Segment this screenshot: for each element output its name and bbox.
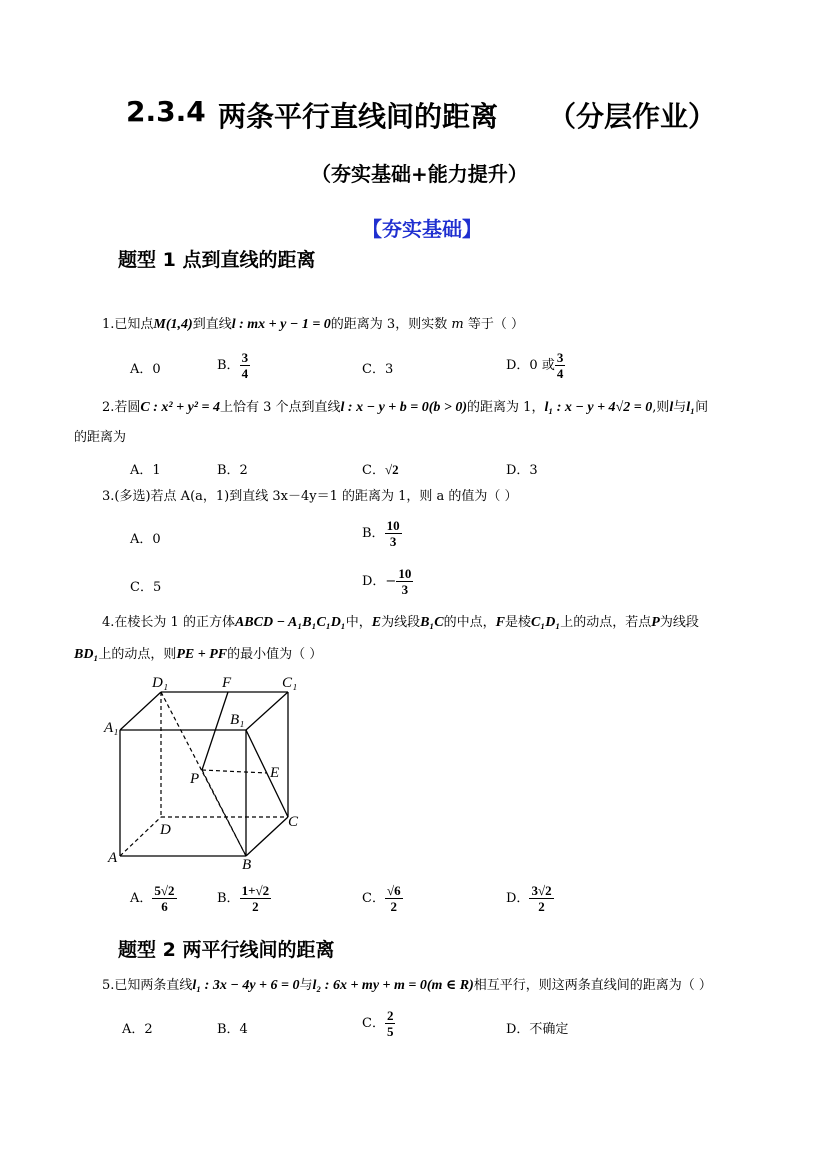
label-d: D (160, 822, 171, 838)
label-f: F (222, 675, 232, 691)
cube-diagram (98, 672, 308, 872)
q3-option-b: B． $\frac{10}{3}$ (362, 518, 400, 549)
q3-option-a: A．0 (130, 532, 161, 547)
label-a: A (108, 850, 118, 866)
label-d1: D₁ (152, 675, 169, 691)
label-b: B (242, 857, 252, 872)
q2-option-b: B．2 (217, 463, 248, 478)
question-1: 1.已知点M(1,4)到直线l : mx + y − 1 = 0的距离为 3，则实数 m 等于（ ） (102, 317, 524, 332)
q3-option-d: D．− $\frac{10}{3}$ (362, 566, 412, 597)
question-3: 3.(多选)若点 A(a，1)到直线 3x－4y＝1 的距离为 1，则 a 的值为（ ） (102, 489, 518, 504)
topic-heading-1: 题型 1 点到直线的距离 (118, 249, 316, 271)
q5-option-c: C． $\frac{2}{5}$ (362, 1008, 394, 1039)
q2-option-c: C．√2 (362, 462, 399, 478)
label-p: P (190, 771, 200, 787)
label-b1: B₁ (230, 712, 245, 728)
q5-option-b: B．4 (217, 1022, 248, 1037)
q1-option-d: D．0 或 $\frac{3}{4}$ (506, 350, 564, 381)
section-heading: 【夯实基础】 (362, 217, 482, 241)
label-a1: A₁ (104, 720, 119, 736)
q1-option-a: A．0 (130, 362, 161, 377)
page-title-number: 2.3.4 (126, 95, 206, 128)
page-title: 两条平行直线间的距离 (218, 100, 499, 133)
question-4-line-2: BD₁上的动点，则PE + PF的最小值为（ ） (74, 647, 323, 662)
q2-option-a: A．1 (130, 463, 161, 478)
label-c: C (288, 814, 299, 830)
q4-option-a: A． $\frac{5√2}{6}$ (130, 883, 175, 914)
question-5: 5.已知两条直线l₁ : 3x − 4y + 6 = 0与l₂ : 6x + my + m = 0(m ∈ R)相互平行，则这两条直线间的距离为（ ） (102, 978, 712, 993)
q4-option-b: B． $\frac{1+√2}{2}$ (217, 883, 270, 914)
question-2-line-2: 的距离为 (74, 430, 127, 445)
q4-option-c: C． $\frac{√6}{2}$ (362, 883, 401, 914)
label-c1: C₁ (282, 675, 298, 691)
q3-option-c: C．5 (130, 580, 162, 595)
q5-option-d: D．不确定 (506, 1022, 569, 1037)
q5-option-a: A．2 (122, 1022, 153, 1037)
question-4: 4.在棱长为 1 的正方体ABCD − A₁B₁C₁D₁中，E为线段B₁C的中点，F是棱C₁D₁上的动点，若点P为线段 (102, 615, 699, 630)
q2-option-d: D．3 (506, 463, 538, 478)
question-2: 2.若圆C : x² + y² = 4上恰有 3 个点到直线l : x − y + b = 0(b > 0)的距离为 1，l₁ : x − y + 4√2 = 0,则l与l₁间 (102, 400, 709, 415)
label-e: E (270, 765, 280, 781)
page-subtitle: （夯实基础+能力提升） (311, 162, 528, 186)
page-title-tag: （分层作业） (548, 100, 717, 133)
q1-option-c: C．3 (362, 362, 394, 377)
q1-option-b: B． $\frac{3}{4}$ (217, 350, 249, 381)
q4-option-d: D． $\frac{3√2}{2}$ (506, 883, 552, 914)
topic-heading-2: 题型 2 两平行线间的距离 (118, 939, 335, 961)
